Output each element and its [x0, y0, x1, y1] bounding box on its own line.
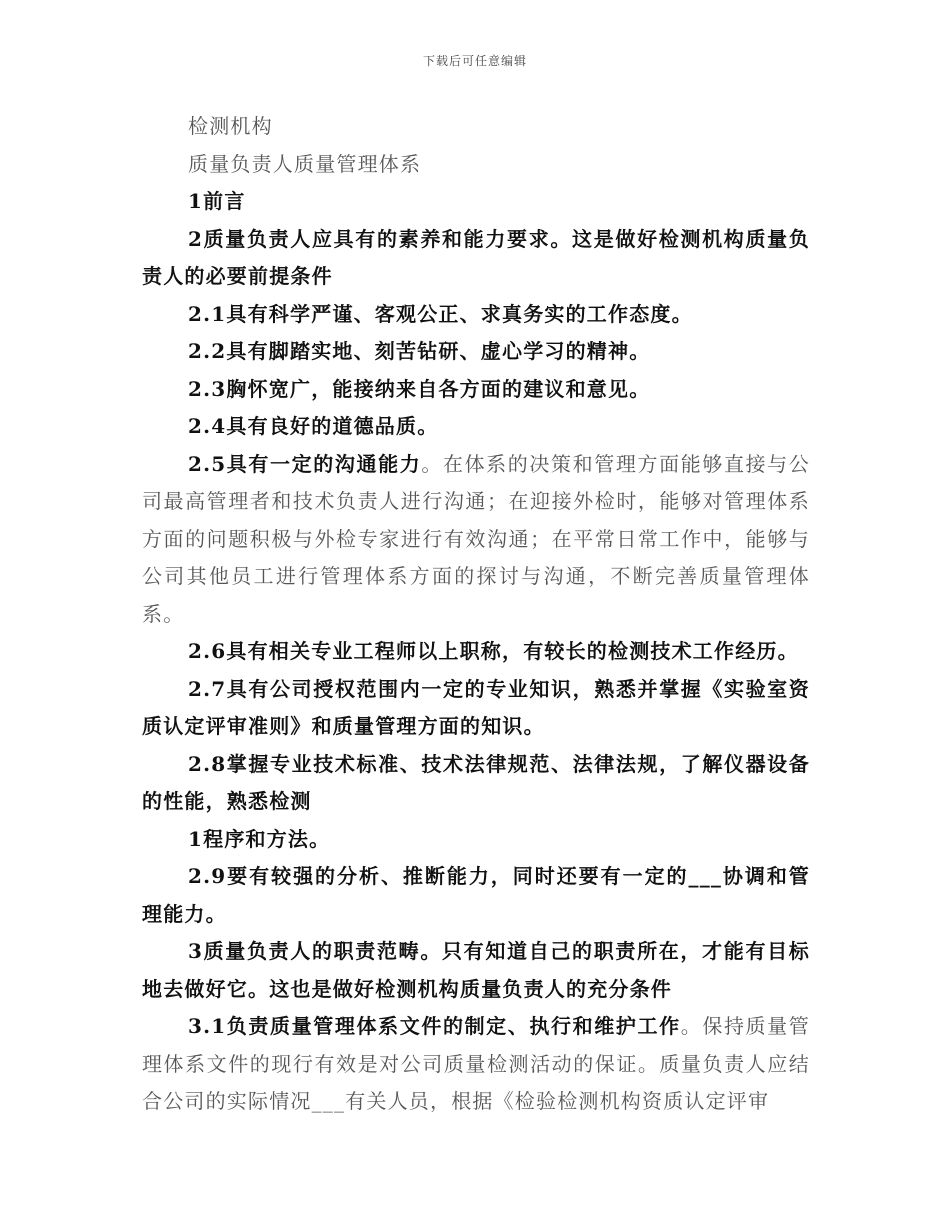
item-2-9: 2.9要有较强的分析、推断能力，同时还要有一定的___协调和管理能力。	[142, 864, 810, 926]
heading-1-preface: 1前言	[188, 189, 246, 213]
paragraph-doc-title: 质量负责人质量管理体系	[188, 151, 422, 176]
page-header: 下载后可任意编辑	[422, 54, 527, 68]
item-2-4: 2.4具有良好的道德品质。	[188, 414, 439, 438]
item-3-1-body: 。保持质量管理体系文件的现行有效是对公司质量检测活动的保证。质量负责人应结合公司的实际情况___有关人员，根据《检验检测机构资质认定评审	[142, 1014, 810, 1113]
item-2-5-lead: 2.5具有一定的沟通能力	[188, 451, 422, 476]
item-3-1-lead: 3.1负责质量管理体系文件的制定、执行和维护工作	[188, 1014, 681, 1038]
item-2-6: 2.6具有相关专业工程师以上职称，有较长的检测技术工作经历。	[188, 639, 799, 663]
heading-3-duties: 3质量负责人的职责范畴。只有知道自己的职责所在，才能有目标地去做好它。这也是做好检测机构质量负责人的充分条件	[142, 939, 810, 1001]
item-2-2: 2.2具有脚踏实地、刻苦钻研、虚心学习的精神。	[188, 339, 651, 363]
item-2-8: 2.8掌握专业技术标准、技术法律规范、法律法规，了解仪器设备的性能，熟悉检测	[142, 751, 810, 813]
document-body	[142, 108, 810, 1121]
heading-2-requirements: 2质量负责人应具有的素养和能力要求。这是做好检测机构质量负责人的必要前提条件	[142, 226, 810, 288]
item-2-8-continued: 1程序和方法。	[188, 826, 331, 851]
item-2-5	[142, 446, 810, 634]
item-2-5-body: 。在体系的决策和管理方面能够直接与公司最高管理者和技术负责人进行沟通；在迎接外检时，能够对管理体系方面的问题积极与外检专家进行有效沟通；在平常日常工作中，能够与公司其他员工进行管理体系方面的探讨与沟通，不断完善质量管理体系。	[142, 451, 810, 626]
item-2-3: 2.3胸怀宽广，能接纳来自各方面的建议和意见。	[188, 376, 651, 401]
item-3-1	[142, 1008, 810, 1121]
item-2-1: 2.1具有科学严谨、客观公正、求真务实的工作态度。	[188, 301, 693, 326]
paragraph-org-title: 检测机构	[188, 114, 273, 138]
item-2-7: 2.7具有公司授权范围内一定的专业知识，熟悉并掌握《实验室资质认定评审准则》和质量管理方面的知识。	[142, 676, 810, 738]
